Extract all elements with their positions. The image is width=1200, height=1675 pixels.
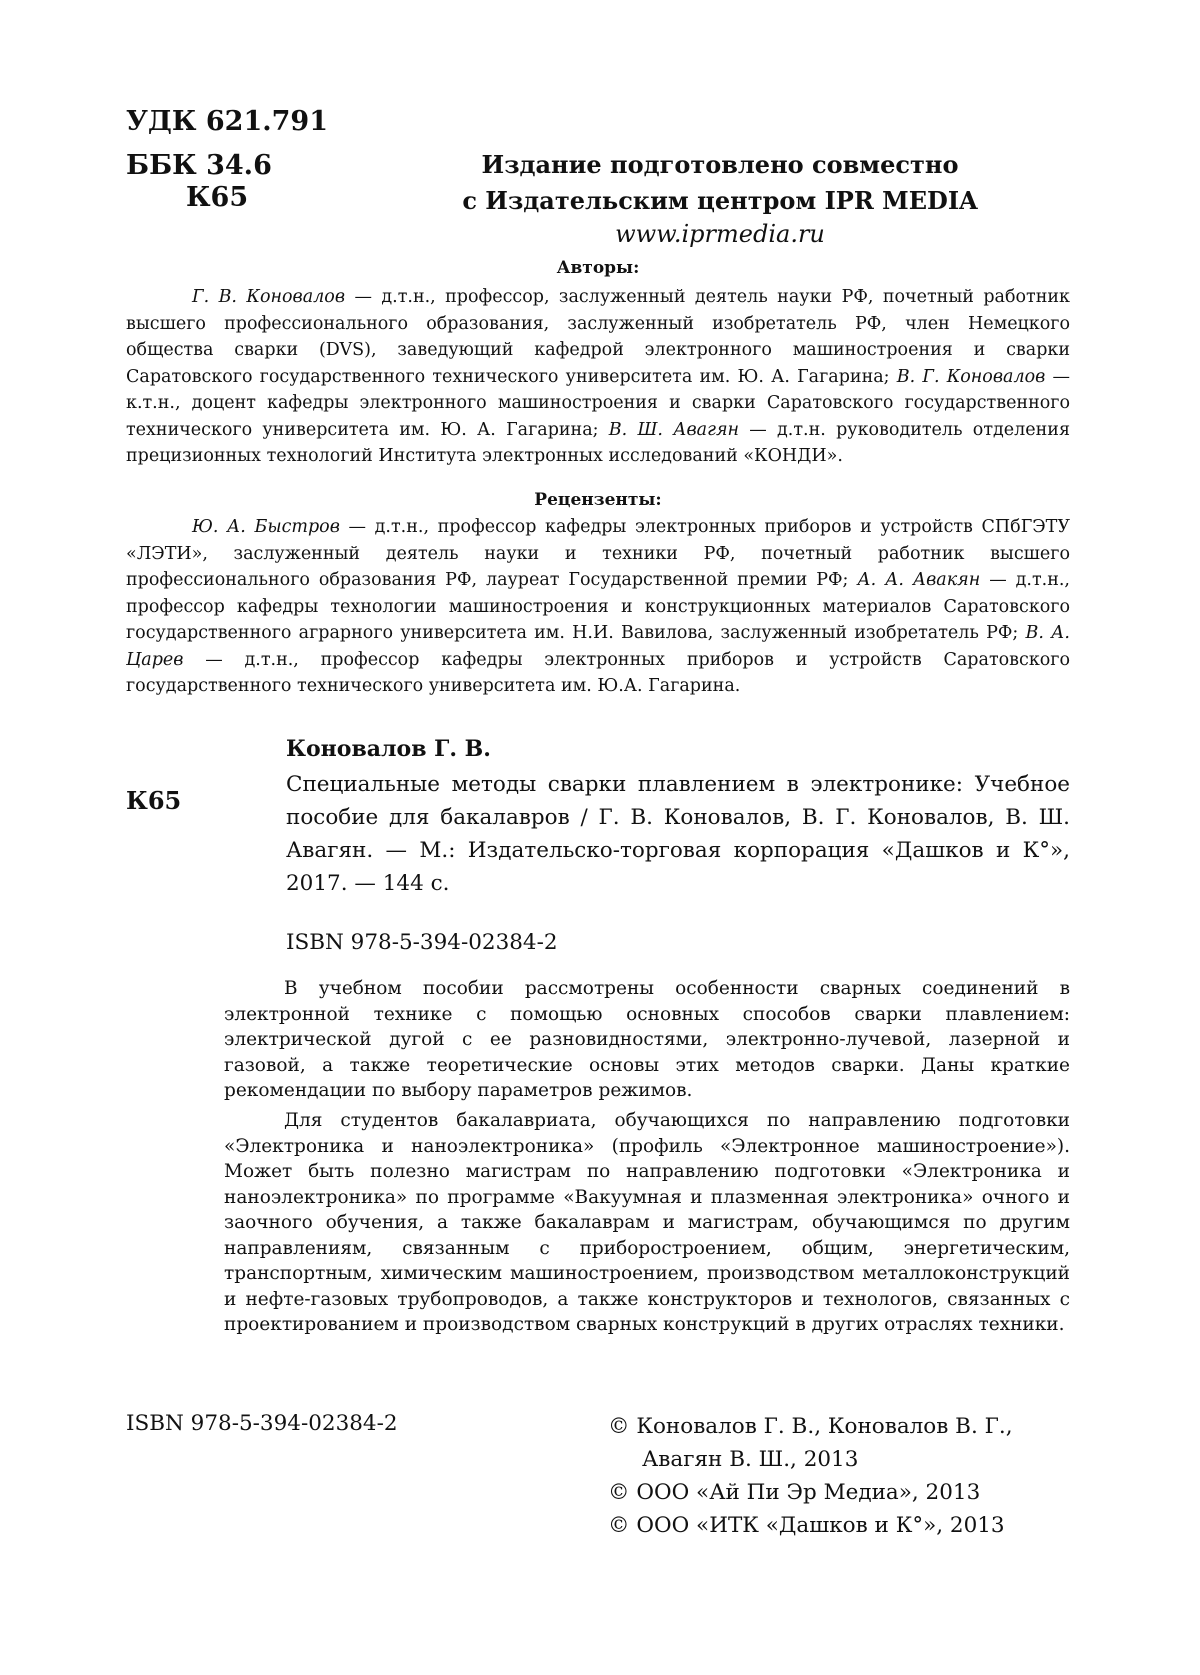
reviewer-desc: — д.т.н., профессор кафедры электронных приборов и устройств СПбГЭТУ «ЛЭТИ», заслуженный деятель науки и техники РФ, почетный работник высшего профессионального образования РФ, лауреат Государственной премии РФ; (126, 517, 1070, 590)
footer-isbn: ISBN 978-5-394-02384-2 (126, 1411, 398, 1436)
reviewer-name: А. А. Авакян (857, 570, 980, 590)
copyright-publisher-1: © ООО «Ай Пи Эр Медиа», 2013 (608, 1476, 1078, 1509)
classification-block (126, 100, 328, 188)
author-desc: — д.т.н., профессор, заслуженный деятель науки РФ, почетный работник высшего профессионального образования, заслуженный изобретатель РФ, член Немецкого общества сварки (DVS), заведующий кафедрой электронного машиностроения и сварки Саратовского государственного технического университета им. Ю. А. Гагарина; (126, 287, 1070, 387)
publisher-note-line1: Издание подготовлено совместно (300, 150, 1140, 179)
bbk-code: ББК 34.6 (126, 144, 328, 188)
authors-heading: Авторы: (126, 258, 1070, 278)
bibliographic-author: Коновалов Г. В. (286, 736, 491, 762)
copyright-authors (608, 1410, 1078, 1476)
author-name: Г. В. Коновалов (192, 287, 345, 307)
bibliographic-mark: К65 (126, 786, 181, 815)
publisher-note-line2: с Издательским центром IPR MEDIA (300, 186, 1140, 215)
title-verso-page (0, 0, 1200, 1675)
copyright-authors-line1: © Коновалов Г. В., Коновалов В. Г., (608, 1410, 1078, 1443)
reviewer-desc: — д.т.н., профессор кафедры технологии машиностроения и конструкционных материалов Саратовского государственного аграрного университета им. Н.И. Вавилова, заслуженный изобретатель РФ; (126, 570, 1070, 643)
authors-text (126, 284, 1070, 470)
publisher-website: www.iprmedia.ru (300, 220, 1140, 248)
reviewer-name: В. А. Царев (126, 623, 1070, 670)
reviewer-name: Ю. А. Быстров (192, 517, 340, 537)
author-name: В. Ш. Авагян (609, 420, 739, 440)
reviewers-heading: Рецензенты: (126, 490, 1070, 510)
copyright-authors-line2: Авагян В. Ш., 2013 (608, 1443, 1078, 1476)
bibliographic-description: Специальные методы сварки плавлением в электронике: Учебное пособие для бакалавров / Г. В. Коновалов, В. Г. Коновалов, В. Ш. Авагян. — М.: Издательско-торговая корпорация «Дашков и К°», 2017. — 144 с. (286, 768, 1070, 900)
bibliographic-isbn: ISBN 978-5-394-02384-2 (286, 930, 558, 955)
author-desc: — к.т.н., доцент кафедры электронного машиностроения и сварки Саратовского государственного технического университета им. Ю. А. Гагарина; (126, 367, 1070, 440)
author-mark: К65 (186, 182, 248, 213)
udk-code: УДК 621.791 (126, 100, 328, 144)
author-name: В. Г. Коновалов (897, 367, 1046, 387)
reviewers-text (126, 514, 1070, 700)
annotation-paragraph-2: Для студентов бакалавриата, обучающихся по направлению подготовки «Электроника и наноэлектроника» (профиль «Электронное машиностроение»). Может быть полезно магистрам по направлению подготовки «Электроника и наноэлектроника» по программе «Вакуумная и плазменная электроника» очного и заочного обучения, а также бакалаврам и магистрам, обучающимся по другим направлениям, связанным с приборостроением, общим, энергетическим, транспортным, химическим машиностроением, производством металлоконструкций и нефте-газовых трубопроводов, а также конструкторов и технологов, связанных с проектированием и производством сварных конструкций в других отраслях техники. (224, 1108, 1070, 1338)
annotation-paragraph-1: В учебном пособии рассмотрены особенности сварных соединений в электронной технике с помощью основных способов сварки плавлением: электрической дугой с ее разновидностями, электронно-лучевой, лазерной и газовой, а также теоретические основы этих методов сварки. Даны краткие рекомендации по выбору параметров режимов. (224, 976, 1070, 1104)
author-desc: — д.т.н. руководитель отделения прецизионных технологий Института электронных исследований «КОНДИ». (126, 420, 1070, 467)
reviewer-desc: — д.т.н., профессор кафедры электронных приборов и устройств Саратовского государственного технического университета им. Ю.А. Гагарина. (126, 650, 1070, 697)
copyright-publisher-2: © ООО «ИТК «Дашков и К°», 2013 (608, 1509, 1078, 1542)
